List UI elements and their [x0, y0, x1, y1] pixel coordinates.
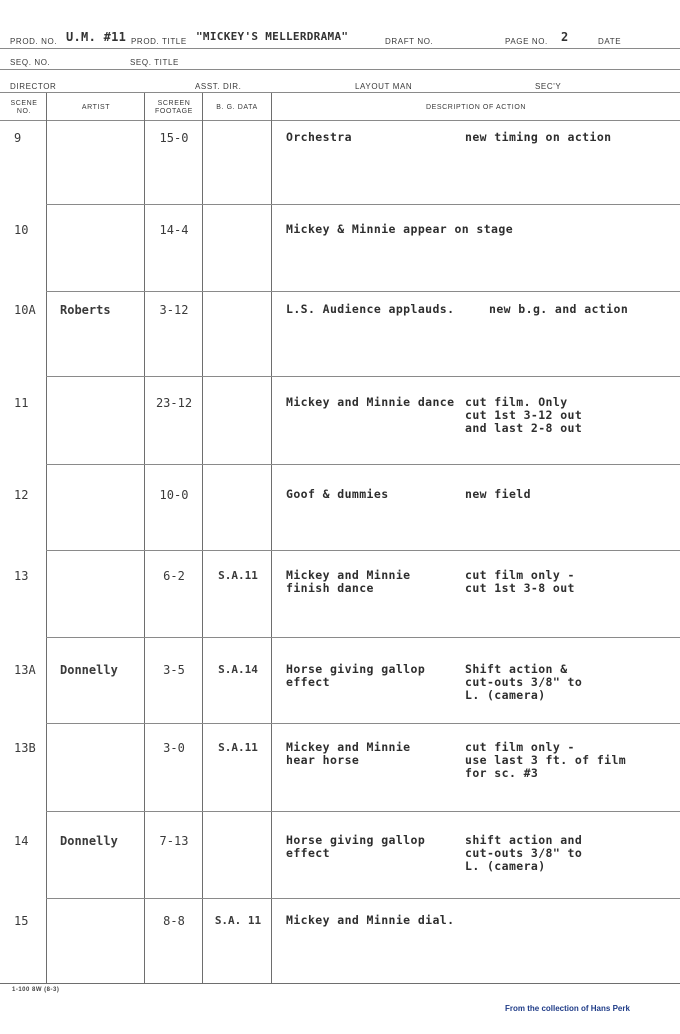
action-note: cut film. Only cut 1st 3-12 out and last 2-8 out: [465, 395, 583, 435]
screen-footage: 23-12: [155, 396, 193, 410]
artist: Donnelly: [60, 663, 118, 677]
action-note: new field: [465, 487, 531, 501]
row-rule: [46, 204, 680, 205]
action-description: Mickey and Minnie dial.: [286, 913, 455, 927]
bg-data: S.A. 11: [214, 914, 262, 927]
director-label: DIRECTOR: [10, 82, 57, 91]
scene-number: 12: [14, 488, 29, 502]
screen-footage: 6-2: [163, 569, 185, 583]
action-description: L.S. Audience applauds.: [286, 302, 455, 316]
scene-number: 14: [14, 834, 29, 848]
artist: Donnelly: [60, 834, 118, 848]
action-note: new b.g. and action: [489, 302, 629, 316]
scene-number: 15: [14, 914, 29, 928]
prod-title-value: "MICKEY'S MELLERDRAMA": [196, 30, 349, 43]
table-bottom-rule: [0, 983, 680, 984]
seq-title-label: SEQ. TITLE: [130, 58, 179, 67]
col-bg-data: B. G. DATA: [216, 104, 258, 111]
header-rule-2: [0, 69, 680, 70]
scene-number: 11: [14, 396, 29, 410]
action-description: Mickey and Minnie finish dance: [286, 568, 411, 595]
action-description: Mickey & Minnie appear on stage: [286, 222, 514, 236]
action-note: shift action and cut-outs 3/8" to L. (camera): [465, 833, 583, 873]
table-row: [0, 478, 680, 550]
col-screen-footage: SCREEN FOOTAGE: [155, 100, 193, 115]
table-row: [0, 559, 680, 637]
col-scene-no: SCENE NO.: [10, 100, 38, 115]
draft-no-label: DRAFT NO.: [385, 37, 434, 46]
screen-footage: 3-12: [159, 303, 189, 317]
date-label: DATE: [598, 37, 622, 46]
row-rule: [46, 898, 680, 899]
col-description: DESCRIPTION OF ACTION: [425, 104, 527, 111]
action-description: Goof & dummies: [286, 487, 389, 501]
table-row: [0, 904, 680, 982]
table-row: [0, 213, 680, 291]
row-rule: [46, 550, 680, 551]
col-artist: ARTIST: [81, 104, 111, 111]
row-rule: [46, 376, 680, 377]
action-note: Shift action & cut-outs 3/8" to L. (camera): [465, 662, 583, 702]
action-note: new timing on action: [465, 130, 612, 144]
layout-man-label: LAYOUT MAN: [355, 82, 413, 91]
action-note: cut film only - use last 3 ft. of film for sc. #3: [465, 740, 627, 780]
form-code: 1-100 8W (8-3): [12, 987, 60, 993]
header-rule-1: [0, 48, 680, 49]
table-row: [0, 386, 680, 464]
screen-footage: 3-5: [163, 663, 185, 677]
header-rule-3: [0, 92, 680, 93]
action-description: Horse giving gallop effect: [286, 833, 426, 860]
scene-number: 10A: [14, 303, 36, 317]
bg-data: S.A.14: [218, 663, 258, 676]
row-rule: [46, 637, 680, 638]
action-description: Mickey and Minnie dance: [286, 395, 455, 409]
collection-credit: From the collection of Hans Perk: [505, 1004, 630, 1013]
bg-data: S.A.11: [218, 741, 258, 754]
screen-footage: 10-0: [159, 488, 189, 502]
action-description: Mickey and Minnie hear horse: [286, 740, 411, 767]
table-row: [0, 731, 680, 811]
asst-dir-label: ASST. DIR.: [195, 82, 242, 91]
scene-number: 13A: [14, 663, 36, 677]
row-rule: [46, 723, 680, 724]
prod-title-label: PROD. TITLE: [131, 37, 187, 46]
screen-footage: 7-13: [159, 834, 189, 848]
screen-footage: 15-0: [159, 131, 189, 145]
seq-no-label: SEQ. NO.: [10, 58, 51, 67]
action-description: Orchestra: [286, 130, 352, 144]
page-no-label: PAGE NO.: [505, 37, 548, 46]
page-no-value: 2: [561, 30, 569, 44]
prod-no-label: PROD. NO.: [10, 37, 58, 46]
screen-footage: 8-8: [163, 914, 185, 928]
scene-number: 13B: [14, 741, 36, 755]
artist: Roberts: [60, 303, 111, 317]
table-row: [0, 121, 680, 204]
secy-label: SEC'Y: [535, 82, 562, 91]
scene-number: 10: [14, 223, 29, 237]
row-rule: [46, 291, 680, 292]
screen-footage: 14-4: [159, 223, 189, 237]
row-rule: [46, 811, 680, 812]
action-description: Horse giving gallop effect: [286, 662, 426, 689]
prod-no-value: U.M. #11: [66, 30, 127, 44]
table-row: [0, 293, 680, 376]
action-note: cut film only - cut 1st 3-8 out: [465, 568, 575, 595]
table-row: [0, 653, 680, 723]
bg-data: S.A.11: [218, 569, 258, 582]
row-rule: [46, 464, 680, 465]
scene-number: 9: [14, 131, 22, 145]
table-row: [0, 824, 680, 898]
scene-number: 13: [14, 569, 29, 583]
screen-footage: 3-0: [163, 741, 185, 755]
